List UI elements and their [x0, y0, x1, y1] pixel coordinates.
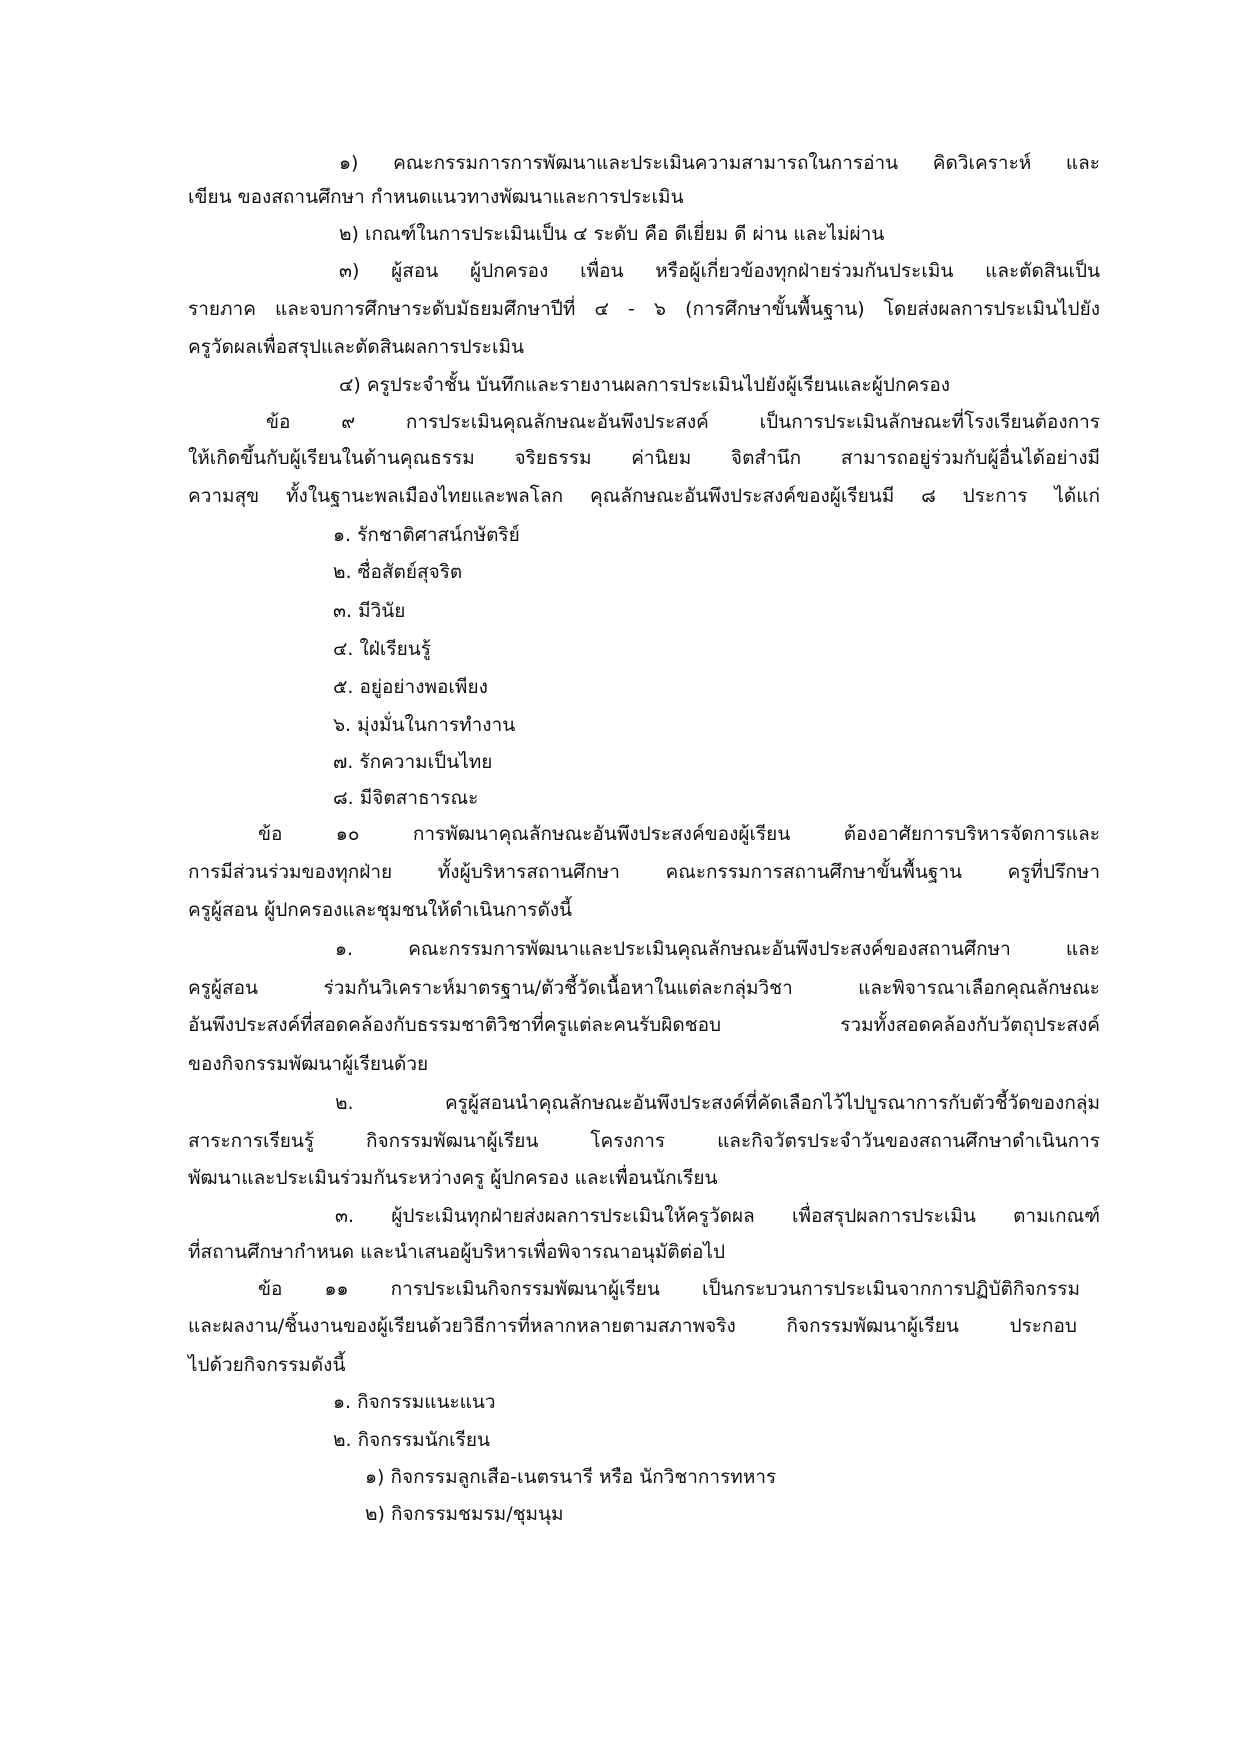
paragraph-line: ๑. คณะกรรมการพัฒนาและประเมินคุณลักษณะอันพึงประสงค์ของสถานศึกษา และ — [335, 938, 1100, 960]
list-item: ๖. มุ่งมั่นในการทำงาน — [333, 714, 516, 736]
clause-heading-9: ข้อ ๙ การประเมินคุณลักษณะอันพึงประสงค์ เป็นการประเมินลักษณะที่โรงเรียนต้องการ — [266, 411, 1100, 433]
paragraph-line: อันพึงประสงค์ที่สอดคล้องกับธรรมชาติวิชาที่ครูแต่ละคนรับผิดชอบ รวมทั้งสอดคล้องกับวัตถุประสงค์ — [188, 1014, 1100, 1036]
paragraph-line: ของกิจกรรมพัฒนาผู้เรียนด้วย — [188, 1053, 429, 1075]
paragraph-line: ให้เกิดขึ้นกับผู้เรียนในด้านคุณธรรม จริยธรรม ค่านิยม จิตสำนึก สามารถอยู่ร่วมกับผู้อื่นได้อย่างมี — [188, 447, 1100, 469]
list-item: ๘. มีจิตสาธารณะ — [333, 787, 479, 809]
clause-heading-10: ข้อ ๑๐ การพัฒนาคุณลักษณะอันพึงประสงค์ของผู้เรียน ต้องอาศัยการบริหารจัดการและ — [258, 823, 1100, 845]
paragraph-line: ที่สถานศึกษากำหนด และนำเสนอผู้บริหารเพื่อพิจารณาอนุมัติต่อไป — [188, 1241, 726, 1263]
list-item: ๒. กิจกรรมนักเรียน — [333, 1429, 490, 1451]
list-item: ๕. อยู่อย่างพอเพียง — [333, 676, 488, 698]
list-item: ๓. มีวินัย — [333, 600, 406, 622]
list-item: ๗. รักความเป็นไทย — [333, 751, 493, 773]
list-item: ๑. กิจกรรมแนะแนว — [333, 1391, 496, 1413]
sub-list-item: ๒) กิจกรรมชมรม/ชุมนุม — [365, 1503, 564, 1525]
paragraph-line: และผลงาน/ชิ้นงานของผู้เรียนด้วยวิธีการที่หลากหลายตามสภาพจริง กิจกรรมพัฒนาผู้เรียน ประกอบ — [188, 1315, 1077, 1337]
paragraph-line: สาระการเรียนรู้ กิจกรรมพัฒนาผู้เรียน โครงการ และกิจวัตรประจำวันของสถานศึกษาดำเนินการ — [188, 1130, 1100, 1152]
paragraph-line: ความสุข ทั้งในฐานะพลเมืองไทยและพลโลก คุณลักษณะอันพึงประสงค์ของผู้เรียนมี ๘ ประการ ได้แก่ — [188, 485, 1100, 507]
paragraph-line: ๒) เกณฑ์ในการประเมินเป็น ๔ ระดับ คือ ดีเยี่ยม ดี ผ่าน และไม่ผ่าน — [339, 223, 885, 245]
paragraph-line: ครูผู้สอน ผู้ปกครองและชุมชนให้ดำเนินการดังนี้ — [188, 899, 573, 921]
paragraph-line: รายภาค และจบการศึกษาระดับมัธยมศึกษาปีที่ ๔ - ๖ (การศึกษาขั้นพื้นฐาน) โดยส่งผลการประเมินไปยัง — [188, 298, 1100, 320]
paragraph-line: ไปด้วยกิจกรรมดังนี้ — [188, 1354, 346, 1376]
paragraph-line: ๑) คณะกรรมการการพัฒนาและประเมินความสามารถในการอ่าน คิดวิเคราะห์ และ — [339, 152, 1100, 174]
paragraph-line: ๒. ครูผู้สอนนำคุณลักษณะอันพึงประสงค์ที่คัดเลือกไว้ไปบูรณาการกับตัวชี้วัดของกลุ่ม — [335, 1092, 1100, 1114]
paragraph-line: ๓. ผู้ประเมินทุกฝ่ายส่งผลการประเมินให้ครูวัดผล เพื่อสรุปผลการประเมิน ตามเกณฑ์ — [335, 1205, 1100, 1227]
paragraph-line: ๔) ครูประจำชั้น บันทึกและรายงานผลการประเมินไปยังผู้เรียนและผู้ปกครอง — [339, 374, 951, 396]
paragraph-line: เขียน ของสถานศึกษา กำหนดแนวทางพัฒนาและการประเมิน — [188, 186, 684, 208]
list-item: ๔. ใฝ่เรียนรู้ — [333, 638, 431, 660]
paragraph-line: ครูผู้สอน ร่วมกันวิเคราะห์มาตรฐาน/ตัวชี้วัดเนื้อหาในแต่ละกลุ่มวิชา และพิจารณาเลือกคุณลักษณะ — [188, 977, 1100, 999]
paragraph-line: การมีส่วนร่วมของทุกฝ่าย ทั้งผู้บริหารสถานศึกษา คณะกรรมการสถานศึกษาขั้นพื้นฐาน ครูที่ปรึกษา — [188, 861, 1100, 883]
paragraph-line: ๓) ผู้สอน ผู้ปกครอง เพื่อน หรือผู้เกี่ยวข้องทุกฝ่ายร่วมกันประเมิน และตัดสินเป็น — [339, 260, 1100, 282]
paragraph-line: ครูวัดผลเพื่อสรุปและตัดสินผลการประเมิน — [188, 336, 524, 358]
paragraph-line: พัฒนาและประเมินร่วมกันระหว่างครู ผู้ปกครอง และเพื่อนนักเรียน — [188, 1167, 718, 1189]
sub-list-item: ๑) กิจกรรมลูกเสือ-เนตรนารี หรือ นักวิชาการทหาร — [365, 1466, 777, 1488]
list-item: ๑. รักชาติศาสน์กษัตริย์ — [333, 524, 520, 546]
clause-heading-11: ข้อ ๑๑ การประเมินกิจกรรมพัฒนาผู้เรียน เป็นกระบวนการประเมินจากการปฏิบัติกิจกรรม — [258, 1278, 1080, 1300]
list-item: ๒. ซื่อสัตย์สุจริต — [333, 561, 463, 583]
